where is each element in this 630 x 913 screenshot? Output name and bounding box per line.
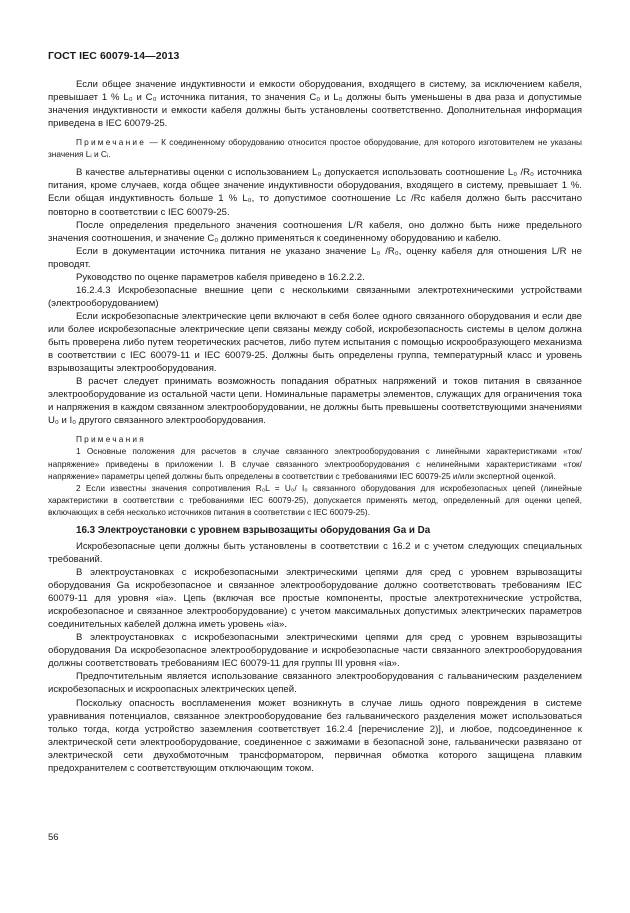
document-header: ГОСТ IEC 60079-14—2013 [48, 50, 180, 62]
notes-label: Примечания [76, 434, 146, 445]
paragraph: В электроустановках с искробезопасными электрическими цепями для сред с уровнем взрывозащиты оборудования Da искробезопасное электрооборудование и искробезопасные части связанного электрооборудования должны соответствовать требованиям IEC 60079-11 для группы III уровня «ia». [48, 632, 582, 670]
note-text: — К соединенному оборудованию относится простое оборудование, для которого изготовителем не указаны значения Lᵢ и Cᵢ. [48, 137, 582, 160]
section-title: 16.2.4.3 Искробезопасные внешние цепи с несколькими связанными электротехническими устройствами (электрооборудованием) [48, 284, 582, 309]
section-heading: 16.3 Электроустановки с уровнем взрывозащиты оборудования Ga и Da [76, 524, 431, 536]
paragraph: Искробезопасные цепи должны быть установлены в соответствии с 16.2 и с учетом следующих специальных требований. [48, 540, 582, 566]
document-body [48, 78, 582, 775]
note [48, 136, 582, 160]
page-number: 56 [48, 832, 59, 843]
paragraph: Если в документации источника питания не указано значение L₀ /R₀, оценку кабеля для отношения L/R не проводят. [48, 245, 582, 270]
paragraph: Если общее значение индуктивности и емкости оборудования, входящего в систему, за исключением кабеля, превышает 1 % L₀ и C₀ источника питания, то значения C₀ и L₀ должны быть уменьшены в два раза и допустимые значения индуктивности и емкости кабеля должны быть установлены соответственно. Дополнительная информация приведена в IEC 60079-25. [48, 79, 582, 130]
paragraph: Руководство по оценке параметров кабеля приведено в 16.2.2.2. [76, 271, 365, 283]
paragraph: В расчет следует принимать возможность попадания обратных напряжений и токов питания в связанное электрооборудование из остальной части цепи. Номинальные параметры элементов, служащих для ограничения тока и напряжения в каждом связанном электрооборудовании, не должны быть превышены соответствующими значениями U₀ и I₀ другого связанного электрооборудования. [48, 376, 582, 427]
paragraph: Если искробезопасные электрические цепи включают в себя более одного связанного оборудования и если две или более искробезопасные электрические цепи связаны между собой, искробезопасность системы в целом должна быть проверена либо путем теоретических расчетов, либо путем испытания с помощью искрообразующего механизма в соответствии с IEC 60079-11 и IEC 60079-25. Должны быть определены группа, температурный класс и уровень взрывозащиты электрооборудования. [48, 310, 582, 375]
paragraph: Предпочтительным является использование связанного электрооборудования с гальваническим разделением искробезопасных и искроопасных электрических цепей. [48, 671, 582, 696]
note: 2 Если известны значения сопротивления R₀L = U₀/ I₀ связанного оборудования для искробезопасных цепей (линейные характеристики в соответствии с требованиями IEC 60079-25), допускается применять метод, определенный для оценки цепей, включающих в себя несколько источников питания в соответствии с IEC 60079-25). [48, 482, 582, 517]
paragraph: В электроустановках с искробезопасными электрическими цепями для сред с уровнем взрывозащиты оборудования Ga искробезопасное и связанное электрооборудование должно соответствовать требованиям IEC 60079-11 для уровня «ia». Цепь (включая все простые компоненты, простые электротехнические устройства, искробезопасное и связанное электрооборудование) с учетом максимальных допустимых электрических параметров соединительных кабелей должна иметь уровень «ia». [48, 567, 582, 631]
paragraph: В качестве альтернативы оценки с использованием L₀ допускается использовать соотношение L₀ /R₀ источника питания, кроме случаев, когда общее значение индуктивности оборудования, входящего в систему, превышает 1 %. Если общая индуктивность больше 1 % L₀, то допустимое соотношение Lc /Rc кабеля должно быть рассчитано повторно в соответствии с IEC 60079-25. [48, 167, 582, 218]
note: 1 Основные положения для расчетов в случае связанного электрооборудования с линейными характеристиками «ток/напряжение» приведены в приложении I. В случае связанного электрооборудования с нелинейными характеристиками «ток/напряжение» параметры цепей должны быть определены в соответствии с требованиями IEC 60079-25 и/или экспертной оценкой. [48, 446, 582, 481]
paragraph: Поскольку опасность воспламенения может возникнуть в случае лишь одного повреждения в системе уравнивания потенциалов, связанное электрооборудование без гальванического разделения может использоваться только тогда, когда устройство заземления соответствует 16.2.4 [перечисление 2)], и любое, подсоединенное к электрической сети электрооборудование, соединенное с зажимами в безопасной зоне, гальванически развязано от электрической сети двухобмоточным трансформатором, первичная обмотка которого защищена плавким предохранителем с соответствующим отключающим током. [48, 697, 582, 774]
paragraph: После определения предельного значения соотношения L/R кабеля, оно должно быть ниже предельного значения соотношения, и значение C₀ должно применяться к соединенному оборудованию и кабелю. [48, 219, 582, 244]
note-label: Примечание [76, 137, 147, 148]
